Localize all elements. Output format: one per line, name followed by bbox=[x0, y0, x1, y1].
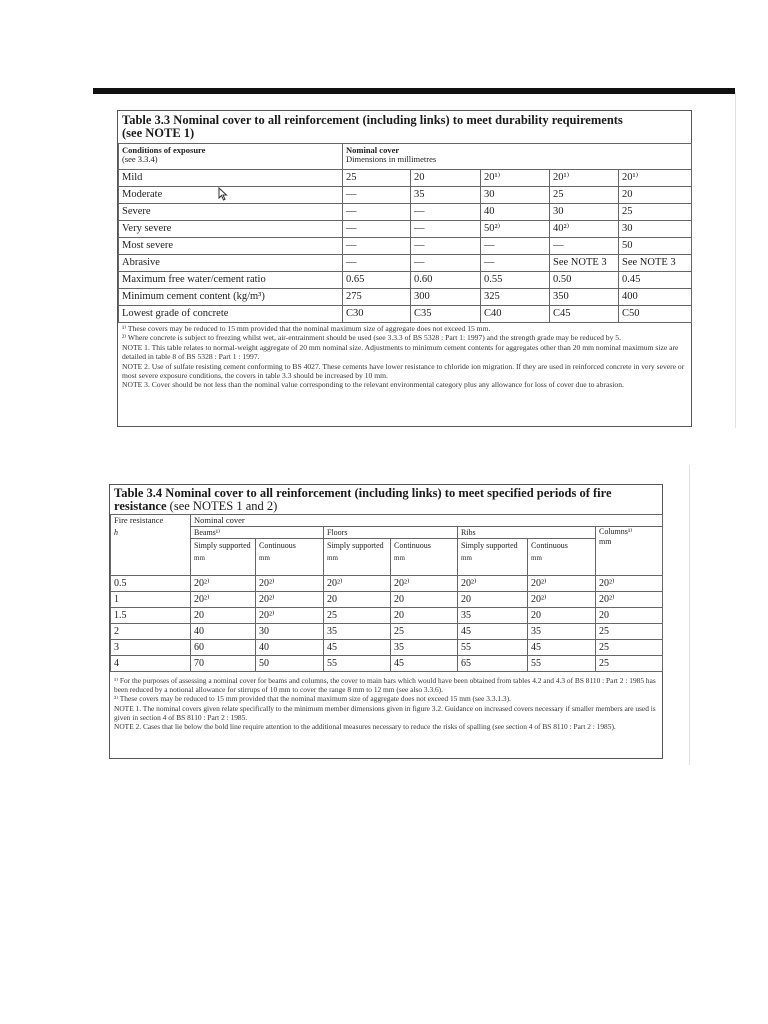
table-cell: 25 bbox=[324, 608, 391, 624]
table-cell: 65 bbox=[458, 656, 528, 672]
table-cell: — bbox=[343, 204, 411, 221]
table-cell: 20²⁾ bbox=[596, 592, 663, 608]
table-cell: 350 bbox=[550, 289, 619, 306]
table-cell: 35 bbox=[528, 624, 596, 640]
table-cell: 0.55 bbox=[481, 272, 550, 289]
exposure-header: Conditions of exposure (see 3.3.4) bbox=[119, 144, 343, 170]
table-cell: 30 bbox=[481, 187, 550, 204]
fire-resistance-header: Fire resistance bbox=[111, 515, 191, 527]
sub-header: Simply supported mm bbox=[458, 539, 528, 576]
table-cell: — bbox=[481, 238, 550, 255]
table-row bbox=[119, 170, 692, 187]
table-row bbox=[111, 527, 663, 539]
table-3-3-title-text: Table 3.3 Nominal cover to all reinforcement (including links) to meet durability requirements bbox=[122, 113, 623, 127]
table-cell: 25 bbox=[619, 204, 692, 221]
table-cell: 20²⁾ bbox=[458, 576, 528, 592]
row-label: Lowest grade of concrete bbox=[119, 306, 343, 323]
table-cell: 20²⁾ bbox=[391, 576, 458, 592]
row-label: 2 bbox=[111, 624, 191, 640]
row-label: 0.5 bbox=[111, 576, 191, 592]
sub-header: Continuous mm bbox=[256, 539, 324, 576]
table-cell: 45 bbox=[324, 640, 391, 656]
group-header-beams: Beams¹⁾ bbox=[191, 527, 324, 539]
page-edge-line-upper bbox=[735, 92, 736, 428]
table-cell: 20²⁾ bbox=[528, 592, 596, 608]
row-label: Minimum cement content (kg/m³) bbox=[119, 289, 343, 306]
table-cell: 0.50 bbox=[550, 272, 619, 289]
row-label: 4 bbox=[111, 656, 191, 672]
table-cell: — bbox=[343, 238, 411, 255]
table-cell: 35 bbox=[324, 624, 391, 640]
note: NOTE 2. Use of sulfate resisting cement conforming to BS 4027. These cements have lower resistance to chloride ion migration. If they are used in reinforced concrete in very severe or most severe exposure conditions, the covers in table 3.3 should be increased by 10 mm. bbox=[122, 361, 685, 381]
table-cell: — bbox=[411, 204, 481, 221]
table-cell: 20²⁾ bbox=[324, 576, 391, 592]
row-label: 3 bbox=[111, 640, 191, 656]
table-cell: 35 bbox=[411, 187, 481, 204]
row-label: Most severe bbox=[119, 238, 343, 255]
table-row bbox=[119, 306, 692, 323]
table-row bbox=[111, 656, 663, 672]
table-cell: 0.60 bbox=[411, 272, 481, 289]
mouse-pointer-icon bbox=[218, 187, 228, 201]
table-cell: 35 bbox=[458, 608, 528, 624]
footnote: ²⁾ These covers may be reduced to 15 mm provided that the nominal maximum size of aggregate does not exceed 15 mm (see 3.3.1.3). bbox=[114, 694, 511, 704]
table-cell: C30 bbox=[343, 306, 411, 323]
table-3-4-title-text: Table 3.4 Nominal cover to all reinforcement (including links) to meet specified periods of fire resistance bbox=[114, 486, 612, 513]
table-3-4-subtitle: (see NOTES 1 and 2) bbox=[169, 499, 278, 513]
table-cell: 45 bbox=[528, 640, 596, 656]
table-cell: — bbox=[343, 221, 411, 238]
table-row bbox=[119, 272, 692, 289]
table-cell: 60 bbox=[191, 640, 256, 656]
note: NOTE 1. This table relates to normal-weight aggregate of 20 mm nominal size. Adjustments to minimum cement contents for aggregates other than 20 mm nominal maximum size are detailed in table 8 of BS 5328 : Part 1 : 1997. bbox=[122, 342, 679, 362]
table-cell: 20¹⁾ bbox=[619, 170, 692, 187]
table-cell: — bbox=[550, 238, 619, 255]
table-3-4 bbox=[109, 484, 663, 759]
table-cell: See NOTE 3 bbox=[550, 255, 619, 272]
table-3-4-grid bbox=[110, 514, 663, 672]
row-label: 1 bbox=[111, 592, 191, 608]
table-row bbox=[119, 204, 692, 221]
table-3-4-notes bbox=[114, 676, 660, 731]
page-edge-line-lower bbox=[689, 465, 690, 765]
table-cell: 55 bbox=[458, 640, 528, 656]
fire-resistance-unit: h bbox=[111, 527, 191, 539]
table-cell: 20 bbox=[391, 608, 458, 624]
row-label: Mild bbox=[119, 170, 343, 187]
table-row bbox=[111, 624, 663, 640]
table-3-3-title bbox=[122, 114, 688, 140]
table-row bbox=[119, 144, 692, 170]
table-cell: 0.45 bbox=[619, 272, 692, 289]
table-cell: 70 bbox=[191, 656, 256, 672]
table-row bbox=[119, 187, 692, 204]
table-cell: 20¹⁾ bbox=[550, 170, 619, 187]
row-label: 1.5 bbox=[111, 608, 191, 624]
table-cell: C40 bbox=[481, 306, 550, 323]
table-cell: 55 bbox=[324, 656, 391, 672]
table-cell: — bbox=[343, 255, 411, 272]
row-label: Very severe bbox=[119, 221, 343, 238]
row-label: Severe bbox=[119, 204, 343, 221]
note: NOTE 2. Cases that lie below the bold line require attention to the additional measures necessary to reduce the risks of spalling (see section 4 of BS 8110 : Part 2 : 1985). bbox=[114, 722, 616, 732]
nominal-cover-header: Nominal cover Dimensions in millimetres bbox=[343, 144, 692, 170]
sub-header: Simply supported mm bbox=[191, 539, 256, 576]
group-header-ribs: Ribs bbox=[458, 527, 596, 539]
table-cell: 25 bbox=[596, 624, 663, 640]
table-cell: 30 bbox=[550, 204, 619, 221]
table-cell: — bbox=[411, 238, 481, 255]
table-cell: 20²⁾ bbox=[256, 608, 324, 624]
row-label: Maximum free water/cement ratio bbox=[119, 272, 343, 289]
table-cell: C50 bbox=[619, 306, 692, 323]
table-cell: See NOTE 3 bbox=[619, 255, 692, 272]
empty-cell bbox=[111, 539, 191, 576]
table-cell: 20 bbox=[528, 608, 596, 624]
table-cell: C35 bbox=[411, 306, 481, 323]
table-cell: 40 bbox=[191, 624, 256, 640]
note: NOTE 1. The nominal covers given relate specifically to the minimum member dimensions given in figure 3.2. Guidance on increased covers necessary if smaller members are used is given in section 4 of BS 8110 : Part 2 : 1985. bbox=[114, 703, 656, 722]
table-cell: 30 bbox=[256, 624, 324, 640]
table-cell: 20 bbox=[458, 592, 528, 608]
table-row bbox=[119, 289, 692, 306]
table-cell: 25 bbox=[550, 187, 619, 204]
table-3-3 bbox=[117, 110, 692, 427]
sub-header: Continuous mm bbox=[391, 539, 458, 576]
table-cell: 50 bbox=[256, 656, 324, 672]
row-label: Abrasive bbox=[119, 255, 343, 272]
footnote: ¹⁾ For the purposes of assessing a nominal cover for beams and columns, the cover to main bars which would have been obtained from tables 4.2 and 4.3 of BS 8110 : Part 2 : 1985 has been reduced by a notional allowance for stirrups of 10 mm to cover the range 8 mm to 12 mm (see also 3.3.6). bbox=[114, 676, 656, 695]
table-row bbox=[111, 640, 663, 656]
table-3-4-title bbox=[114, 487, 660, 513]
table-cell: 20 bbox=[324, 592, 391, 608]
table-cell: 0.65 bbox=[343, 272, 411, 289]
table-cell: — bbox=[411, 221, 481, 238]
table-cell: 20¹⁾ bbox=[481, 170, 550, 187]
table-row bbox=[111, 539, 663, 576]
table-cell: 20²⁾ bbox=[256, 576, 324, 592]
table-row bbox=[111, 592, 663, 608]
table-cell: 20 bbox=[596, 608, 663, 624]
table-cell: 20²⁾ bbox=[256, 592, 324, 608]
table-cell: — bbox=[343, 187, 411, 204]
table-cell: 55 bbox=[528, 656, 596, 672]
top-rule bbox=[93, 88, 735, 94]
table-row bbox=[111, 576, 663, 592]
table-cell: — bbox=[411, 255, 481, 272]
table-cell: 20 bbox=[411, 170, 481, 187]
table-cell: 35 bbox=[391, 640, 458, 656]
table-cell: 40²⁾ bbox=[550, 221, 619, 238]
table-cell: 20 bbox=[191, 608, 256, 624]
group-header-columns: Columns¹⁾ mm bbox=[596, 527, 663, 576]
table-cell: 25 bbox=[343, 170, 411, 187]
table-row bbox=[111, 515, 663, 527]
table-cell: 25 bbox=[596, 640, 663, 656]
table-cell: 40 bbox=[256, 640, 324, 656]
table-cell: C45 bbox=[550, 306, 619, 323]
table-cell: 400 bbox=[619, 289, 692, 306]
table-cell: 275 bbox=[343, 289, 411, 306]
table-row bbox=[119, 221, 692, 238]
table-cell: 50 bbox=[619, 238, 692, 255]
sub-header: Simply supported mm bbox=[324, 539, 391, 576]
table-cell: 25 bbox=[391, 624, 458, 640]
table-3-3-notes bbox=[122, 324, 690, 390]
table-row bbox=[119, 238, 692, 255]
table-cell: 20 bbox=[619, 187, 692, 204]
table-row bbox=[111, 608, 663, 624]
table-3-3-subtitle: (see NOTE 1) bbox=[122, 126, 195, 140]
table-cell: 40 bbox=[481, 204, 550, 221]
nominal-cover-header: Nominal cover bbox=[191, 515, 663, 527]
table-cell: 300 bbox=[411, 289, 481, 306]
table-cell: 45 bbox=[458, 624, 528, 640]
table-cell: 325 bbox=[481, 289, 550, 306]
table-cell: 50²⁾ bbox=[481, 221, 550, 238]
footnote: ²⁾ Where concrete is subject to freezing whilst wet, air-entrainment should be used (see 3.3.3 of BS 5328 : Part 1: 1997) and the strength grade may be reduced by 5. bbox=[122, 333, 621, 343]
table-cell: 30 bbox=[619, 221, 692, 238]
row-label: Moderate bbox=[119, 187, 343, 204]
table-3-3-grid bbox=[118, 143, 692, 323]
table-row bbox=[119, 255, 692, 272]
table-cell: 20²⁾ bbox=[528, 576, 596, 592]
table-cell: 20²⁾ bbox=[596, 576, 663, 592]
table-cell: 20²⁾ bbox=[191, 592, 256, 608]
group-header-floors: Floors bbox=[324, 527, 458, 539]
table-cell: 20²⁾ bbox=[191, 576, 256, 592]
table-cell: 20 bbox=[391, 592, 458, 608]
sub-header: Continuous mm bbox=[528, 539, 596, 576]
table-cell: 25 bbox=[596, 656, 663, 672]
note: NOTE 3. Cover should be not less than the nominal value corresponding to the relevant environmental category plus any allowance for loss of cover due to abrasion. bbox=[122, 380, 624, 390]
footnote: ¹⁾ These covers may be reduced to 15 mm provided that the nominal maximum size of aggregate does not exceed 15 mm. bbox=[122, 324, 491, 333]
table-cell: — bbox=[481, 255, 550, 272]
table-cell: 45 bbox=[391, 656, 458, 672]
